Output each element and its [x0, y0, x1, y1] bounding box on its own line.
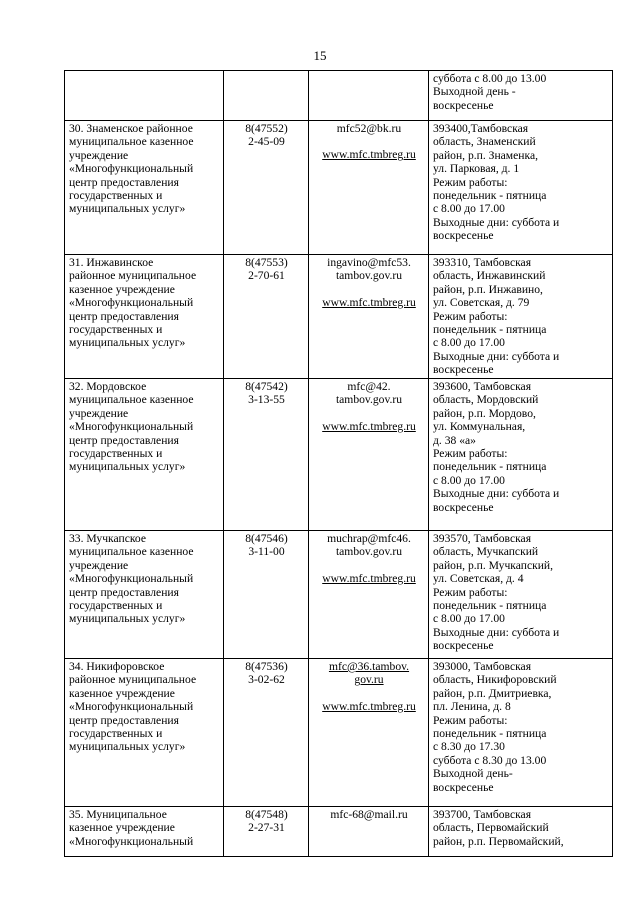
organization-name-line: «Многофункциональный — [69, 572, 194, 586]
address-line: Выходные дни: суббота и — [433, 487, 560, 501]
organization-name-cell — [65, 379, 224, 531]
address-line: понедельник - пятница — [433, 189, 547, 203]
address-line: 393310, Тамбовская — [433, 256, 532, 269]
address-line: район, р.п. Инжавино, — [433, 282, 543, 296]
table-row — [65, 807, 613, 857]
phone-line: 8(47546) — [245, 532, 288, 545]
mfc-registry-table — [64, 70, 613, 857]
phone-cell — [224, 807, 309, 857]
address-line: Режим работы: — [433, 585, 508, 599]
address-line: понедельник - пятница — [433, 460, 547, 474]
organization-name-line: казенное учреждение — [69, 821, 175, 835]
organization-name-line: районное муниципальное — [69, 269, 197, 283]
organization-name-line: муниципальных услуг» — [69, 460, 186, 474]
contacts-cell — [309, 807, 429, 857]
organization-name-line: муниципальное казенное — [69, 545, 194, 559]
address-line: ул. Коммунальная, — [433, 420, 526, 434]
website-link[interactable]: www.mfc.tmbreg.ru — [322, 419, 416, 433]
contacts-cell — [309, 71, 429, 121]
phone-line: 3-13-55 — [248, 393, 285, 407]
website-link[interactable]: www.mfc.tmbreg.ru — [322, 699, 416, 713]
contacts-cell — [309, 659, 429, 807]
address-line: понедельник - пятница — [433, 727, 547, 741]
address-line: воскресенье — [433, 98, 494, 112]
email-link[interactable]: mfc-68@mail.ru — [330, 808, 408, 821]
address-line: Выходные дни: суббота и — [433, 349, 560, 363]
email-link[interactable]: mfc52@bk.ru — [336, 122, 402, 135]
address-line: воскресенье — [433, 500, 494, 514]
phone-cell — [224, 379, 309, 531]
organization-name-line: центр предоставления — [69, 433, 179, 447]
address-line: с 8.30 до 17.30 — [433, 740, 505, 754]
organization-name-line: центр предоставления — [69, 175, 179, 189]
phone-line: 2-27-31 — [248, 821, 285, 835]
organization-name-line: «Многофункциональный — [69, 834, 194, 848]
organization-name-line: государственных и — [69, 727, 163, 741]
organization-name-line: казенное учреждение — [69, 282, 175, 296]
organization-name-line: «Многофункциональный — [69, 700, 194, 714]
phone-line: 3-02-62 — [248, 673, 285, 687]
address-line: Режим работы: — [433, 309, 508, 323]
organization-name-line: государственных и — [69, 189, 163, 203]
organization-name-line: центр предоставления — [69, 585, 179, 599]
phone-cell — [224, 255, 309, 379]
address-line: район, р.п. Дмитриевка, — [433, 686, 552, 700]
address-schedule-cell — [429, 71, 613, 121]
address-line: с 8.00 до 17.00 — [433, 336, 505, 350]
table-row — [65, 71, 613, 121]
organization-name-line: центр предоставления — [69, 309, 179, 323]
address-line: воскресенье — [433, 639, 494, 653]
table-row — [65, 659, 613, 807]
organization-name-line: учреждение — [69, 558, 129, 572]
address-line: с 8.00 до 17.00 — [433, 612, 505, 626]
organization-name-line: муниципальное казенное — [69, 393, 194, 407]
phone-line: 2-70-61 — [248, 269, 285, 283]
address-line: понедельник - пятница — [433, 599, 547, 613]
email-link[interactable]: tambov.gov.ru — [335, 545, 403, 559]
address-line: область, Никифоровский — [433, 673, 557, 687]
address-schedule-cell — [429, 255, 613, 379]
email-link[interactable]: mfc@42. — [347, 380, 391, 393]
address-line: ул. Парковая, д. 1 — [433, 162, 520, 176]
email-link[interactable]: ingavino@mfc53. — [327, 256, 411, 269]
address-line: Режим работы: — [433, 713, 508, 727]
organization-name-line: казенное учреждение — [69, 686, 175, 700]
organization-name-line: «Многофункциональный — [69, 296, 194, 310]
phone-cell — [224, 121, 309, 255]
organization-name-line: учреждение — [69, 148, 129, 162]
address-line: д. 38 «а» — [433, 433, 476, 447]
address-line: воскресенье — [433, 363, 494, 377]
page-number: 15 — [313, 48, 327, 63]
phone-cell — [224, 71, 309, 121]
address-line: пл. Ленина, д. 8 — [433, 700, 511, 714]
spacer — [313, 135, 425, 148]
address-line: область, Мордовский — [433, 393, 539, 407]
phone-line: 8(47553) — [245, 256, 288, 269]
website-link[interactable]: www.mfc.tmbreg.ru — [322, 295, 416, 309]
contacts-cell — [309, 379, 429, 531]
organization-name-cell — [65, 71, 224, 121]
contacts-cell — [309, 531, 429, 659]
address-line: 393400,Тамбовская — [433, 122, 529, 135]
contacts-cell — [309, 255, 429, 379]
table-row — [65, 531, 613, 659]
address-line: район, р.п. Знаменка, — [433, 148, 538, 162]
phone-cell — [224, 531, 309, 659]
organization-name-line: 34. Никифоровское — [69, 660, 165, 673]
address-line: район, р.п. Мучкапский, — [433, 558, 554, 572]
organization-name-line: муниципальных услуг» — [69, 612, 186, 626]
organization-name-line: 33. Мучкапское — [69, 532, 146, 545]
organization-name-cell — [65, 255, 224, 379]
address-line: 393000, Тамбовская — [433, 660, 532, 673]
organization-name-line: муниципальных услуг» — [69, 336, 186, 350]
address-line: ул. Советская, д. 4 — [433, 572, 524, 586]
address-schedule-cell — [429, 807, 613, 857]
spacer — [313, 283, 425, 296]
phone-line: 8(47536) — [245, 660, 288, 673]
phone-line: 8(47552) — [245, 122, 288, 135]
website-link[interactable]: www.mfc.tmbreg.ru — [322, 148, 416, 162]
address-line: район, р.п. Мордово, — [433, 406, 536, 420]
organization-name-line: центр предоставления — [69, 713, 179, 727]
email-link[interactable]: mfc@36.tambov. — [328, 660, 410, 673]
organization-name-line: «Многофункциональный — [69, 162, 194, 176]
contacts-cell — [309, 121, 429, 255]
address-line: Выходной день- — [433, 767, 513, 781]
organization-name-cell — [65, 531, 224, 659]
address-line: понедельник - пятница — [433, 323, 547, 337]
organization-name-cell — [65, 121, 224, 255]
spacer — [313, 687, 425, 700]
registry-body — [65, 71, 613, 857]
organization-name-line: муниципальных услуг» — [69, 202, 186, 216]
address-line: с 8.00 до 17.00 — [433, 473, 505, 487]
email-link[interactable]: gov.ru — [354, 673, 384, 687]
address-schedule-cell — [429, 379, 613, 531]
organization-name-line: государственных и — [69, 323, 163, 337]
organization-name-line: государственных и — [69, 447, 163, 461]
organization-name-cell — [65, 659, 224, 807]
address-line: ул. Советская, д. 79 — [433, 296, 530, 310]
email-link[interactable]: tambov.gov.ru — [335, 393, 403, 407]
address-line: 393700, Тамбовская — [433, 808, 532, 821]
address-line: 393600, Тамбовская — [433, 380, 532, 393]
phone-line: 2-45-09 — [248, 135, 285, 149]
address-line: Выходные дни: суббота и — [433, 215, 560, 229]
organization-name-line: районное муниципальное — [69, 673, 197, 687]
organization-name-line: 31. Инжавинское — [69, 256, 154, 269]
spacer — [313, 559, 425, 572]
organization-name-line: муниципальное казенное — [69, 135, 194, 149]
address-line: область, Мучкапский — [433, 545, 539, 559]
address-schedule-cell — [429, 659, 613, 807]
address-line: Выходной день - — [433, 85, 516, 99]
address-line: суббота с 8.00 до 13.00 — [433, 72, 547, 85]
table-row — [65, 255, 613, 379]
address-line: область, Инжавинский — [433, 269, 546, 283]
address-line: область, Первомайский — [433, 821, 549, 835]
organization-name-line: 30. Знаменское районное — [69, 122, 193, 135]
email-link[interactable]: muchrap@mfc46. — [327, 532, 411, 545]
organization-name-line: 32. Мордовское — [69, 380, 147, 393]
address-line: воскресенье — [433, 229, 494, 243]
email-link[interactable]: tambov.gov.ru — [335, 269, 403, 283]
address-line: с 8.00 до 17.00 — [433, 202, 505, 216]
address-schedule-cell — [429, 531, 613, 659]
organization-name-line: 35. Муниципальное — [69, 808, 167, 821]
spacer — [313, 407, 425, 420]
organization-name-cell — [65, 807, 224, 857]
organization-name-line: муниципальных услуг» — [69, 740, 186, 754]
phone-line: 3-11-00 — [248, 545, 285, 559]
address-line: суббота с 8.30 до 13.00 — [433, 753, 547, 767]
organization-name-line: «Многофункциональный — [69, 420, 194, 434]
address-schedule-cell — [429, 121, 613, 255]
organization-name-line: учреждение — [69, 406, 129, 420]
table-row — [65, 121, 613, 255]
address-line: область, Знаменский — [433, 135, 536, 149]
address-line: 393570, Тамбовская — [433, 532, 532, 545]
website-link[interactable]: www.mfc.tmbreg.ru — [322, 571, 416, 585]
organization-name-line: государственных и — [69, 599, 163, 613]
phone-line: 8(47548) — [245, 808, 288, 821]
address-line: Режим работы: — [433, 447, 508, 461]
address-line: Выходные дни: суббота и — [433, 625, 560, 639]
table-row — [65, 379, 613, 531]
address-line: район, р.п. Первомайский, — [433, 834, 564, 848]
phone-line: 8(47542) — [245, 380, 288, 393]
phone-cell — [224, 659, 309, 807]
address-line: Режим работы: — [433, 175, 508, 189]
address-line: воскресенье — [433, 780, 494, 794]
